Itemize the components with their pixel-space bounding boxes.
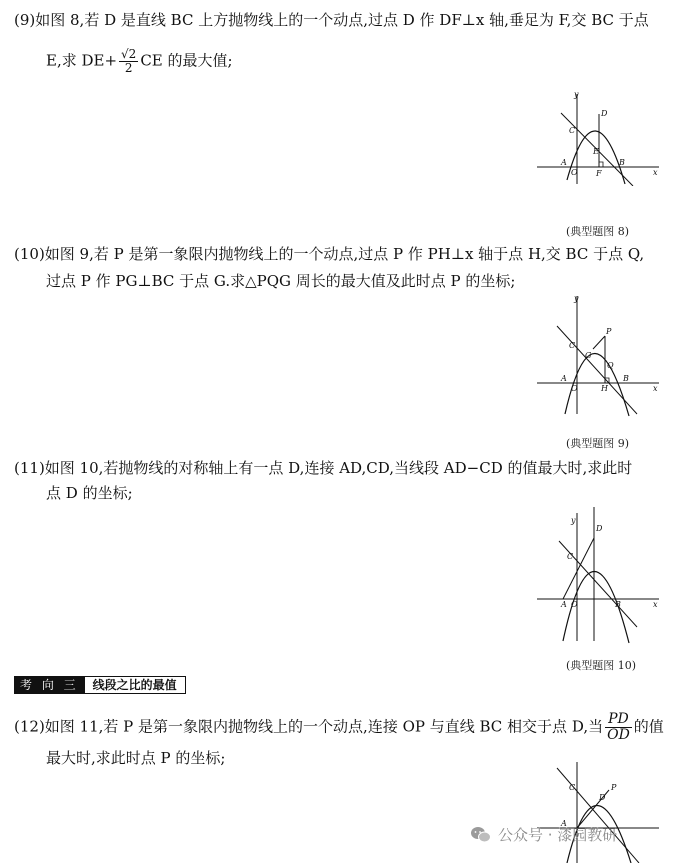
figure-11 (533, 760, 663, 863)
q12-fraction-denominator: OD (607, 727, 630, 743)
label-d: D (596, 524, 603, 533)
label-y: y (571, 516, 576, 525)
q12-fraction-numerator: PD (605, 712, 632, 728)
q9-line-2-pre: E,求 DE+ (46, 51, 118, 70)
label-x: x (653, 168, 658, 177)
label-x: x (653, 384, 658, 393)
label-a: A (561, 374, 567, 383)
label-a: A (561, 600, 567, 609)
label-d: D (601, 109, 608, 118)
section-title: 线段之比的最值 (85, 676, 186, 694)
label-f: F (596, 169, 602, 178)
q12-fraction (605, 712, 632, 743)
figure-9 (533, 292, 663, 417)
q12-line-1-pre: (12)如图 11,若 P 是第一象限内抛物线上的一个动点,连接 OP 与直线 BC 相交于点 D,当 (14, 717, 604, 736)
watermark (470, 824, 617, 845)
segment-ad (563, 538, 594, 599)
figure-10 (533, 505, 663, 645)
segment-pg (593, 336, 605, 349)
section-tag: 考 向 三 (14, 676, 85, 694)
caption-figure-8: (典型题图 8) (566, 225, 630, 238)
label-b: B (615, 600, 621, 609)
figure-8 (533, 88, 663, 186)
label-o: O (571, 384, 578, 393)
label-c: C (567, 552, 574, 561)
q9-line-2-post: CE 的最大值; (140, 51, 233, 70)
q9-fraction-denominator: 2 (124, 61, 133, 75)
q9-fraction (119, 48, 138, 75)
label-e: E (593, 147, 599, 156)
label-o: O (571, 600, 578, 609)
label-y: y (574, 90, 579, 99)
label-y: y (574, 294, 579, 303)
watermark-text: 公众号 · 漆园教研 (498, 826, 618, 844)
label-a: A (561, 158, 567, 167)
label-c: C (569, 783, 576, 792)
label-q: Q (607, 361, 614, 370)
label-d: D (599, 793, 606, 802)
label-p: P (606, 327, 612, 336)
q12-line-1 (14, 712, 671, 743)
q9-fraction-numerator: √2 (121, 47, 137, 61)
q11-line-1: (11)如图 10,若抛物线的对称轴上有一点 D,连接 AD,CD,当线段 AD−CD 的值最大时,求此时 (14, 459, 633, 477)
label-b: B (619, 158, 625, 167)
wechat-icon (470, 826, 492, 844)
label-b: B (623, 374, 629, 383)
line-bc (557, 326, 637, 414)
q9-line-2 (46, 48, 671, 75)
label-p: P (611, 783, 617, 792)
label-a: A (561, 819, 567, 828)
label-o: O (571, 168, 578, 177)
label-g: G (585, 351, 592, 360)
caption-figure-9: (典型题图 9) (566, 437, 630, 450)
q10-line-2: 过点 P 作 PG⊥BC 于点 G.求△PQG 周长的最大值及此时点 P 的坐标; (46, 272, 516, 290)
q11-line-2: 点 D 的坐标; (46, 484, 133, 502)
caption-figure-10: (典型题图 10) (566, 659, 637, 672)
q12-line-2: 最大时,求此时点 P 的坐标; (46, 749, 226, 767)
q10-line-1: (10)如图 9,若 P 是第一象限内抛物线上的一个动点,过点 P 作 PH⊥x 轴于点 H,交 BC 于点 Q, (14, 245, 645, 263)
label-h: H (601, 384, 608, 393)
label-c: C (569, 341, 576, 350)
right-angle-mark (599, 162, 603, 167)
label-x: x (653, 600, 658, 609)
section-banner (14, 676, 186, 694)
label-c: C (569, 126, 576, 135)
q9-line-1: (9)如图 8,若 D 是直线 BC 上方抛物线上的一个动点,过点 D 作 DF⊥x 轴,垂足为 F,交 BC 于点 (14, 11, 649, 29)
q12-line-1-post: 的值 (633, 717, 664, 736)
